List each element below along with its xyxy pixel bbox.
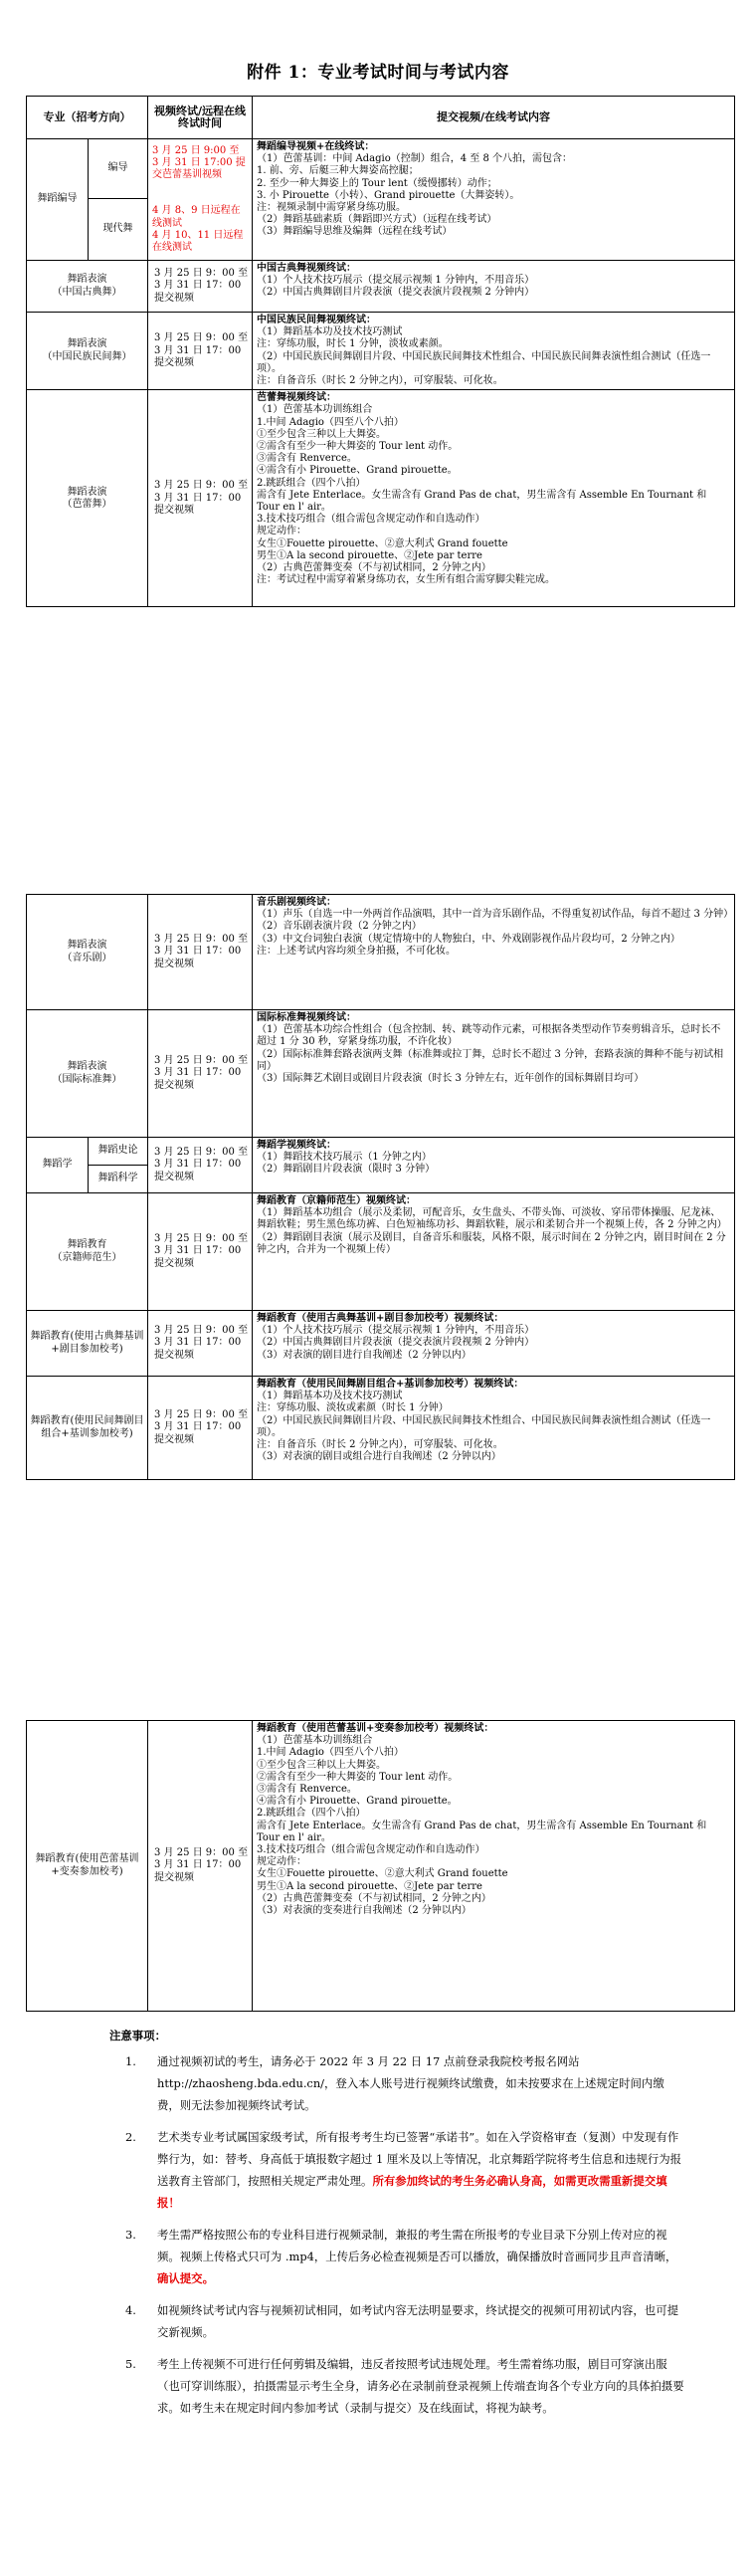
sub-major-cell: 现代舞 [89, 199, 148, 261]
content-heading: 舞蹈编导视频+在线终试： [257, 141, 375, 152]
content-line: （3）舞蹈编导思维及编舞（远程在线考试） [257, 226, 453, 238]
major-cell: 舞蹈表演 （中国古典舞） [27, 261, 148, 313]
note-text: 通过视频初试的考生，请务必于 2022 年 3 月 22 日 17 点前登录我院校考报名网站 http://zhaosheng.bda.edu.cn/，登入本人账号进行视频终试缴费，如未按要求在上述规定时间内缴费，则无法参加视频终试考试。 [157, 2054, 664, 2112]
content-line: 3.技术技巧组合（组合需包含规定动作和自选动作） [257, 514, 485, 526]
table-row [27, 261, 735, 313]
list-item: 1. 通过视频初试的考生，请务必于 2022 年 3 月 22 日 17 点前登录我院校考报名网站 http://zhaosheng.bda.edu.cn/，登入本人账号进行视频终试缴费，如未按要求在上述规定时间内缴费，则无法参加视频终试考试。 [125, 2054, 664, 2112]
time-cell: 3 月 25 日 9：00 至 3 月 31 日 17：00 提交视频 [148, 313, 253, 390]
content-line: （1）芭蕾基训：中间 Adagio（控制）组合，4 至 8 个八拍，需包含： [257, 153, 573, 165]
content-heading: 舞蹈教育（使用民间舞剧目组合+基训参加校考）视频终试： [257, 1379, 524, 1390]
content-line: 男生①A la second pirouette、②Jete par terre [257, 1880, 482, 1892]
header-content: 提交视频/在线考试内容 [253, 97, 735, 139]
content-line: 1. 前、旁、后艇三种大舞姿高控腿； [257, 165, 419, 177]
content-cell [253, 139, 735, 261]
content-line: （3）中文台词独白表演（规定情境中的人物独白，中、外戏剧影视作品片段均可，2 分钟之内） [257, 933, 680, 945]
content-line: （2）中国古典舞剧目片段表演（提交表演片段视频 2 分钟内） [257, 287, 535, 299]
content-line: （2）中国古典舞剧目片段表演（提交表演片段视频 2 分钟内） [257, 1337, 535, 1349]
list-item: 5. 考生上传视频不可进行任何剪辑及编辑，违反者按照考试违规处理。考生需着练功服，剧目可穿演出服（也可穿训练服），拍摄需显示考生全身，请务必在录制前登录视频上传端查询各个专业方向的具体拍摄要求。如考生未在规定时间内参加考试（录制与提交）及在线面试，将视为缺考。 [125, 2357, 684, 2415]
content-heading: 国际标准舞视频终试： [257, 1012, 356, 1023]
content-line: （1）舞蹈技术技巧展示（1 分钟之内） [257, 1152, 432, 1164]
sub-major-cell: 舞蹈史论 [89, 1138, 148, 1166]
table-row [27, 1138, 735, 1166]
content-line: 3.技术技巧组合（组合需包含规定动作和自选动作） [257, 1844, 485, 1856]
content-cell [253, 390, 735, 607]
major-cell: 舞蹈表演 （音乐剧） [27, 895, 148, 1010]
content-line: 注：上述考试内容均须全身拍摄，不可化妆。 [257, 945, 456, 957]
content-line: （3）国际舞艺术剧目或剧目片段表演（时长 3 分钟左右，近年创作的国标舞剧目均可） [257, 1073, 645, 1085]
content-cell [253, 1311, 735, 1377]
content-line: ④需含有小 Pirouette、Grand pirouette。 [257, 465, 458, 477]
content-line: 注：视频录制中需穿紧身练功服。 [257, 202, 406, 214]
notes-title: 注意事项： [109, 2029, 166, 2042]
content-line: （1）个人技术技巧展示（提交展示视频 1 分钟内，不用音乐） [257, 1325, 535, 1337]
table-row [27, 1311, 735, 1377]
header-time: 视频终试/远程在线终试时间 [148, 97, 253, 139]
major-cell: 舞蹈编导 [27, 139, 89, 261]
content-heading: 中国民族民间舞视频终试： [257, 315, 376, 325]
sub-major-cell: 舞蹈科学 [89, 1166, 148, 1193]
table-row [27, 1721, 735, 2012]
content-heading: 芭蕾舞视频终试： [257, 392, 336, 404]
table-row [27, 1193, 735, 1311]
content-line: 规定动作： [257, 526, 306, 537]
content-line: 1.中间 Adagio（四至八个八拍） [257, 416, 404, 428]
sub-major-cell: 编导 [89, 139, 148, 199]
schedule-table-1 [26, 96, 735, 607]
major-cell: 舞蹈表演 （国际标准舞） [27, 1010, 148, 1138]
content-line: （3）对表演的变奏进行自我阐述（2 分钟以内） [257, 1905, 472, 1917]
content-line: 2.跳跃组合（四个八拍） [257, 477, 366, 489]
content-heading: 舞蹈教育（使用古典舞基训+剧目参加校考）视频终试： [257, 1313, 504, 1324]
list-item: 3. 考生需严格按照公布的专业科目进行视频录制，兼报的考生需在所报考的专业目录下分别上传对应的视频。视频上传格式只可为 .mp4，上传后务必检查视频是否可以播放，确保播放时音画同步且声音清晰，确认提交。 [125, 2228, 677, 2285]
major-cell: 舞蹈教育(使用芭蕾基训+变奏参加校考) [27, 1721, 148, 2012]
content-cell [253, 1377, 735, 1480]
time-cell: 3 月 25 日 9：00 至 3 月 31 日 17：00 提交视频 [148, 895, 253, 1010]
content-line: 注：考试过程中需穿着紧身练功衣，女生所有组合需穿脚尖鞋完成。 [257, 574, 555, 586]
list-item: 2. 艺术类专业考试属国家级考试，所有报考考生均已签署“承诺书”。如在入学资格审查（复测）中发现有作弊行为，如：替考、身高低于填报数字超过 1 厘米及以上等情况，北京舞蹈学院将考生信息和违规行为报送教育主管部门，按照相关规定严肃处理。所有参加终试的考生务必确认身高，如需更改需重新提交填报！ [125, 2130, 682, 2210]
content-line: 需含有 Jete Enterlace。女生需含有 Grand Pas de chat，男生需含有 Assemble En Tournant 和 Tour en l' air。 [257, 489, 707, 514]
content-line: （2）音乐剧表演片段（2 分钟之内） [257, 921, 422, 933]
content-line: 2.跳跃组合（四个八拍） [257, 1808, 366, 1820]
content-cell [253, 895, 735, 1010]
content-line: ③需含有 Renverce。 [257, 453, 357, 465]
note-text: 艺术类专业考试属国家级考试，所有报考考生均已签署“承诺书”。如在入学资格审查（复测）中发现有作弊行为，如：替考、身高低于填报数字超过 1 厘米及以上等情况，北京舞蹈学院将考生信息和违规行为报送教育主管部门，按照相关规定严肃处理。 [157, 2130, 682, 2188]
time-cell: 3 月 25 日 9：00 至 3 月 31 日 17：00 提交视频 [148, 390, 253, 607]
content-line: 2. 至少一种大舞姿上的 Tour lent（缓慢挪转）动作； [257, 177, 497, 189]
content-line: ①至少包含三种以上大舞姿。 [257, 1759, 386, 1771]
content-line: （1）声乐（自选一中一外两首作品演唱，其中一首为音乐剧作品，不得重复初试作品，每首不超过 3 分钟） [257, 909, 734, 921]
content-line: 女生①Fouette pirouette、②意大利式 Grand fouette [257, 537, 508, 549]
table-row [27, 1010, 735, 1138]
page-title: 附件 1：专业考试时间与考试内容 [247, 63, 509, 83]
time-cell: 3 月 25 日 9：00 至 3 月 31 日 17：00 提交视频 [148, 1138, 253, 1193]
table-row [27, 139, 735, 199]
content-line: （1）芭蕾基本功训练组合 [257, 404, 373, 416]
content-line: 女生①Fouette pirouette、②意大利式 Grand fouette [257, 1868, 508, 1880]
content-cell [253, 313, 735, 390]
content-line: （2）古典芭蕾舞变奏（不与初试相同，2 分钟之内） [257, 1892, 491, 1904]
content-cell [253, 1721, 735, 2012]
content-line: （3）对表演的剧目或组合进行自我阐述（2 分钟以内） [257, 1451, 501, 1463]
content-line: 注：穿练功服、淡妆或素颜（时长 1 分钟） [257, 1402, 449, 1414]
content-heading: 舞蹈教育（使用芭蕾基训+变奏参加校考）视频终试： [257, 1723, 494, 1734]
content-cell [253, 261, 735, 313]
content-line: （1）舞蹈基本功组合（展示及柔韧，可配音乐，女生盘头、不带头饰、可淡妆、穿吊带体操服、尼龙袜、舞蹈软鞋；男生黑色练功裤、白色短袖练功衫、舞蹈软鞋，展示和柔韧合并一个视频上传，各 2 分钟之内） [257, 1207, 727, 1231]
major-cell: 舞蹈教育(使用古典舞基训+剧目参加校考) [27, 1311, 148, 1377]
content-line: （2）中国民族民间舞剧目片段、中国民族民间舞技术性组合、中国民族民间舞表演性组合测试（任选一项）。 [257, 350, 711, 374]
content-line: （2）舞蹈剧目表演（展示及剧目，自备音乐和服装，风格不限，展示时间在 2 分钟之内，剧目时间在 2 分钟之内，合并为一个视频上传） [257, 1231, 726, 1255]
major-cell: 舞蹈学 [27, 1138, 89, 1193]
content-line: ③需含有 Renverce。 [257, 1784, 357, 1796]
major-cell: 舞蹈教育 （京籍师范生） [27, 1193, 148, 1311]
content-line: （2）国际标准舞套路表演两支舞（标准舞或拉丁舞，总时长不超过 3 分钟，套路表演的舞种不能与初试相同） [257, 1048, 724, 1072]
time-cell: 3 月 25 日 9:00 至 3 月 31 日 17:00 提交芭蕾基训视频 [152, 144, 246, 181]
content-heading: 舞蹈学视频终试： [257, 1140, 336, 1151]
table-row [27, 390, 735, 607]
content-line: （1）舞蹈基本功及技术技巧测试 [257, 326, 403, 338]
time-cell: 3 月 25 日 9：00 至 3 月 31 日 17：00 提交视频 [148, 1377, 253, 1480]
notes-list [26, 2050, 734, 2419]
content-heading: 音乐剧视频终试： [257, 897, 336, 908]
content-cell [253, 1193, 735, 1311]
content-heading: 中国古典舞视频终试： [257, 263, 356, 274]
time-cell: 3 月 25 日 9：00 至 3 月 31 日 17：00 提交视频 [148, 1193, 253, 1311]
content-line: （2）舞蹈基础素质（舞蹈即兴方式）（远程在线考试） [257, 214, 497, 226]
content-line: 1.中间 Adagio（四至八个八拍） [257, 1747, 404, 1759]
content-line: 需含有 Jete Enterlace。女生需含有 Grand Pas de chat，男生需含有 Assemble En Tournant 和 Tour en l' air。 [257, 1820, 707, 1843]
list-item: 4. 如视频终试考试内容与视频初试相同，如考试内容无法明显要求，终试提交的视频可用初试内容，也可提交新视频。 [125, 2303, 678, 2339]
content-heading: 舞蹈教育（京籍师范生）视频终试： [257, 1195, 416, 1206]
note-text: 考生需严格按照公布的专业科目进行视频录制，兼报的考生需在所报考的专业目录下分别上传对应的视频。视频上传格式只可为 .mp4，上传后务必检查视频是否可以播放，确保播放时音画同步且声音清晰， [157, 2228, 677, 2263]
note-highlight: 确认提交。 [157, 2271, 214, 2285]
content-line: （1）芭蕾基本功综合性组合（包含控制、转、跳等动作元素，可根据各类型动作节奏剪辑音乐，总时长不超过 1 分 30 秒，穿紧身练功服，不许化妆） [257, 1024, 721, 1048]
table-header-row [27, 97, 735, 139]
content-line: （2）古典芭蕾舞变奏（不与初试相同，2 分钟之内） [257, 562, 491, 574]
major-cell: 舞蹈表演 （中国民族民间舞） [27, 313, 148, 390]
content-line: （1）个人技术技巧展示（提交展示视频 1 分钟内，不用音乐） [257, 275, 535, 287]
content-line: （2）中国民族民间舞剧目片段、中国民族民间舞技术性组合、中国民族民间舞表演性组合测试（任选一项）。 [257, 1414, 711, 1438]
major-cell: 舞蹈教育(使用民间舞剧目组合+基训参加校考) [27, 1377, 148, 1480]
content-line: ②需含有至少一种大舞姿的 Tour lent 动作。 [257, 1771, 459, 1783]
content-line: ①至少包含三种以上大舞姿。 [257, 428, 386, 440]
content-line: ②需含有至少一种大舞姿的 Tour lent 动作。 [257, 441, 459, 453]
note-highlight: 所有参加终试的考生务必确认身高，如需更改需重新提交填报！ [157, 2174, 667, 2210]
time-cell: 3 月 25 日 9：00 至 3 月 31 日 17：00 提交视频 [148, 1311, 253, 1377]
content-line: 注：自备音乐（时长 2 分钟之内），可穿服装、可化妆。 [257, 1439, 503, 1451]
time-cell: 3 月 25 日 9：00 至 3 月 31 日 17：00 提交视频 [148, 1721, 253, 2012]
note-text: 如视频终试考试内容与视频初试相同，如考试内容无法明显要求，终试提交的视频可用初试内容，也可提交新视频。 [157, 2303, 678, 2339]
content-cell [253, 1010, 735, 1138]
content-line: 规定动作： [257, 1856, 306, 1868]
content-line: （2）舞蹈剧目片段表演（限时 3 分钟） [257, 1164, 436, 1176]
schedule-table-3 [26, 1720, 735, 2012]
content-line: ④需含有小 Pirouette、Grand pirouette。 [257, 1796, 458, 1808]
time-cell: 3 月 25 日 9：00 至 3 月 31 日 17：00 提交视频 [148, 261, 253, 313]
content-line: （1）芭蕾基本功训练组合 [257, 1735, 373, 1747]
content-line: （1）舞蹈基本功及技术技巧测试 [257, 1391, 403, 1402]
content-line: 3. 小 Pirouette（小转）、Grand pirouette（大舞姿转）。 [257, 189, 520, 201]
time-cell: 3 月 25 日 9：00 至 3 月 31 日 17：00 提交视频 [148, 1010, 253, 1138]
note-text: 考生上传视频不可进行任何剪辑及编辑，违反者按照考试违规处理。考生需着练功服，剧目可穿演出服（也可穿训练服），拍摄需显示考生全身，请务必在录制前登录视频上传端查询各个专业方向的具体拍摄要求。如考生未在规定时间内参加考试（录制与提交）及在线面试，将视为缺考。 [157, 2357, 684, 2415]
notes-section [26, 2025, 734, 2429]
major-cell: 舞蹈表演 （芭蕾舞） [27, 390, 148, 607]
content-line: 注：穿练功服，时长 1 分钟，淡妆或素颜。 [257, 338, 449, 350]
content-cell [253, 1138, 735, 1193]
table-row [27, 1377, 735, 1480]
schedule-table-2 [26, 894, 735, 1480]
time-cell: 4 月 8、9 日远程在线测试 4 月 10、11 日远程在线测试 [152, 205, 244, 253]
content-line: 注：自备音乐（时长 2 分钟之内），可穿服装、可化妆。 [257, 375, 503, 387]
content-line: 男生①A la second pirouette、②Jete par terre [257, 549, 482, 561]
header-major: 专业（招考方向） [27, 97, 148, 139]
table-row [27, 895, 735, 1010]
table-row [27, 313, 735, 390]
content-line: （3）对表演的剧目进行自我阐述（2 分钟以内） [257, 1349, 472, 1361]
